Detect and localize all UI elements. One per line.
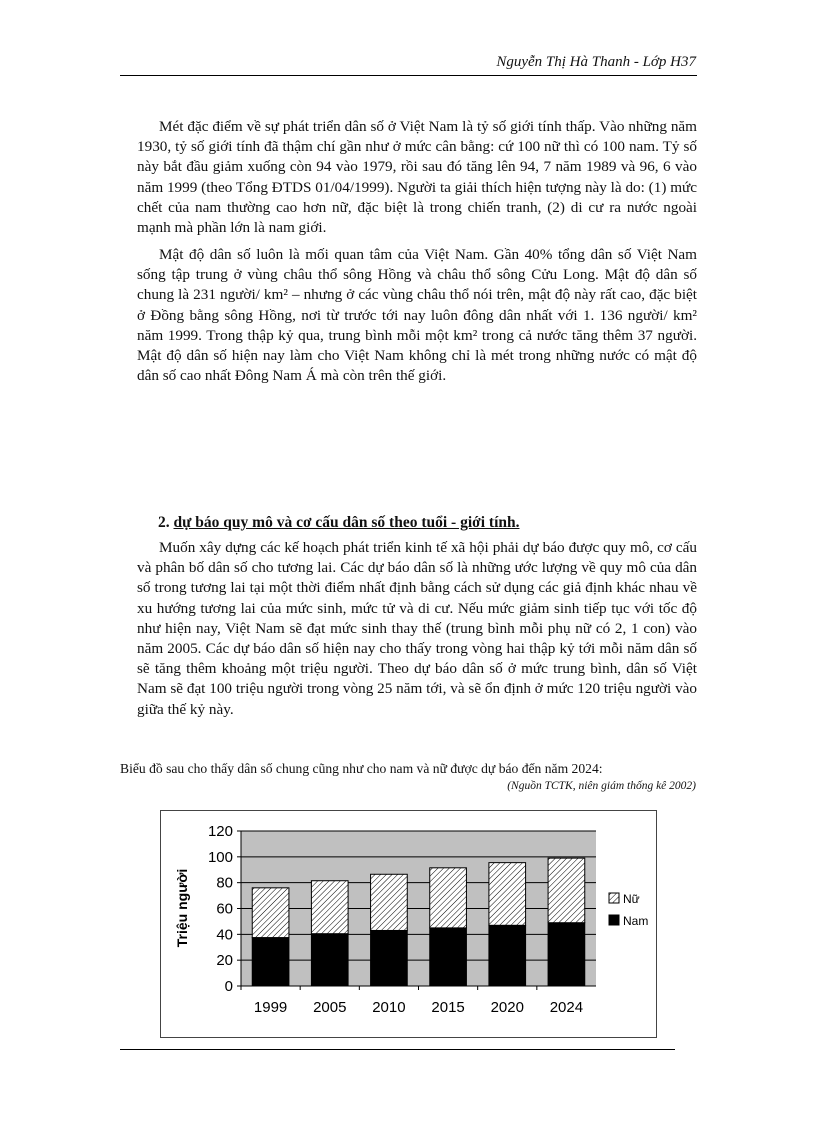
chart-container <box>160 810 657 1038</box>
bar-Nam-2020 <box>489 925 526 986</box>
y-axis-title: Triệu người <box>174 868 190 948</box>
section-title: dự báo quy mô và cơ cấu dân số theo tuổi - giới tính. <box>173 514 520 531</box>
bar-Nữ-1999 <box>252 888 289 938</box>
bar-Nam-2015 <box>430 928 467 986</box>
header-rule <box>120 75 697 76</box>
y-tick-label: 20 <box>216 952 233 970</box>
bar-Nam-1999 <box>252 938 289 986</box>
bar-Nam-2005 <box>311 934 348 986</box>
x-tick-label: 2005 <box>313 999 347 1016</box>
y-tick-label: 80 <box>216 874 233 892</box>
y-tick-label: 120 <box>207 823 233 840</box>
legend-label: Nam <box>623 914 649 928</box>
bar-Nữ-2024 <box>548 858 585 923</box>
y-tick-label: 100 <box>207 848 233 866</box>
footer-rule <box>120 1049 675 1050</box>
y-tick-label: 40 <box>216 926 233 944</box>
chart-source: (Nguồn TCTK, niên giám thống kê 2002) <box>507 780 696 792</box>
x-tick-label: 2024 <box>549 999 584 1016</box>
paragraph-sex-ratio: Mét đặc điểm về sự phát triển dân số ở Việt Nam là tỷ số giới tính thấp. Vào những năm 1930, tỷ số giới tính đã thậm chí gần như ở mức cân bằng: cứ 100 nữ thì có 100 nam. Tỷ số này bắt đầu giảm xuống còn 94 vào 1979, rồi sau đó tăng lên 94, 7 năm 1989 và 96, 6 vào năm 1999 (theo Tổng ĐTDS 01/04/1999). Người ta giải thích hiện tượng này là do: (1) mức chết của nam thường cao hơn nữ, đặc biệt là trong chiến tranh, (2) di cư ra nước ngoài mạnh mà phần lớn là nam giới. <box>137 118 697 237</box>
legend-swatch <box>609 893 619 903</box>
x-tick-label: 2020 <box>490 999 524 1016</box>
population-chart <box>161 811 656 1037</box>
y-tick-label: 0 <box>224 978 233 995</box>
bar-Nam-2010 <box>371 930 408 986</box>
paragraph-population-forecast: Muốn xây dựng các kế hoạch phát triển kinh tế xã hội phải dự báo được quy mô, cơ cấu và phân bố dân số cho tương lai. Các dự báo dân số là những ước lượng về quy mô của dân số trong tương lai tại một thời điểm nhất định bằng cách sử dụng các giả định khác nhau về xu hướng tương lai của mức sinh, mức tử và di cư. Nếu mức giảm sinh tiếp tục với tốc độ như hiện nay, Việt Nam sẽ đạt mức sinh thay thế (trung bình mỗi phụ nữ có 2, 1 con) vào năm 2005. Các dự báo dân số hiện nay cho thấy trong vòng hai thập kỷ tới mỗi năm dân số sẽ tăng thêm khoảng một triệu người. Theo dự báo dân số ở mức trung bình, dân số Việt Nam sẽ đạt 100 triệu người trong vòng 25 năm tới, và sẽ ổn định ở mức 120 triệu người vào giữa thế kỷ này. <box>137 539 697 718</box>
x-tick-label: 2010 <box>372 999 406 1016</box>
x-tick-label: 2015 <box>431 999 465 1016</box>
legend-swatch <box>609 915 619 925</box>
y-tick-label: 60 <box>216 900 233 918</box>
bar-Nữ-2005 <box>311 881 348 934</box>
x-tick-label: 1999 <box>253 999 288 1016</box>
paragraph-population-density: Mật độ dân số luôn là mối quan tâm của Việt Nam. Gần 40% tổng dân số Việt Nam sống tập trung ở vùng châu thổ sông Hồng và châu thổ sông Cửu Long. Mật độ dân số chung là 231 người/ km² – nhưng ở các vùng châu thổ nói trên, mật độ này rất cao, đặc biệt ở Đồng bằng sông Hồng, nơi từ trước tới nay luôn đông dân nhất với 1. 136 người/ km² năm 1999. Trong thập kỷ qua, trung bình mỗi một km² trong cả nước tăng thêm 37 người. Mật độ dân số hiện nay làm cho Việt Nam không chỉ là mét trong những nước có mật độ dân số cao nhất Đông Nam Á mà còn trên thế giới. <box>137 246 697 385</box>
bar-Nữ-2010 <box>371 874 408 930</box>
chart-caption: Biểu đồ sau cho thấy dân số chung cũng như cho nam và nữ được dự báo đến năm 2024: <box>120 761 603 776</box>
bar-Nữ-2020 <box>489 863 526 926</box>
section-heading <box>158 514 520 532</box>
bar-Nam-2024 <box>548 923 585 986</box>
bar-Nữ-2015 <box>430 868 467 928</box>
section-number: 2. <box>158 514 170 531</box>
legend-label: Nữ <box>623 892 640 906</box>
page-header-author: Nguyễn Thị Hà Thanh - Lớp H37 <box>496 54 696 70</box>
